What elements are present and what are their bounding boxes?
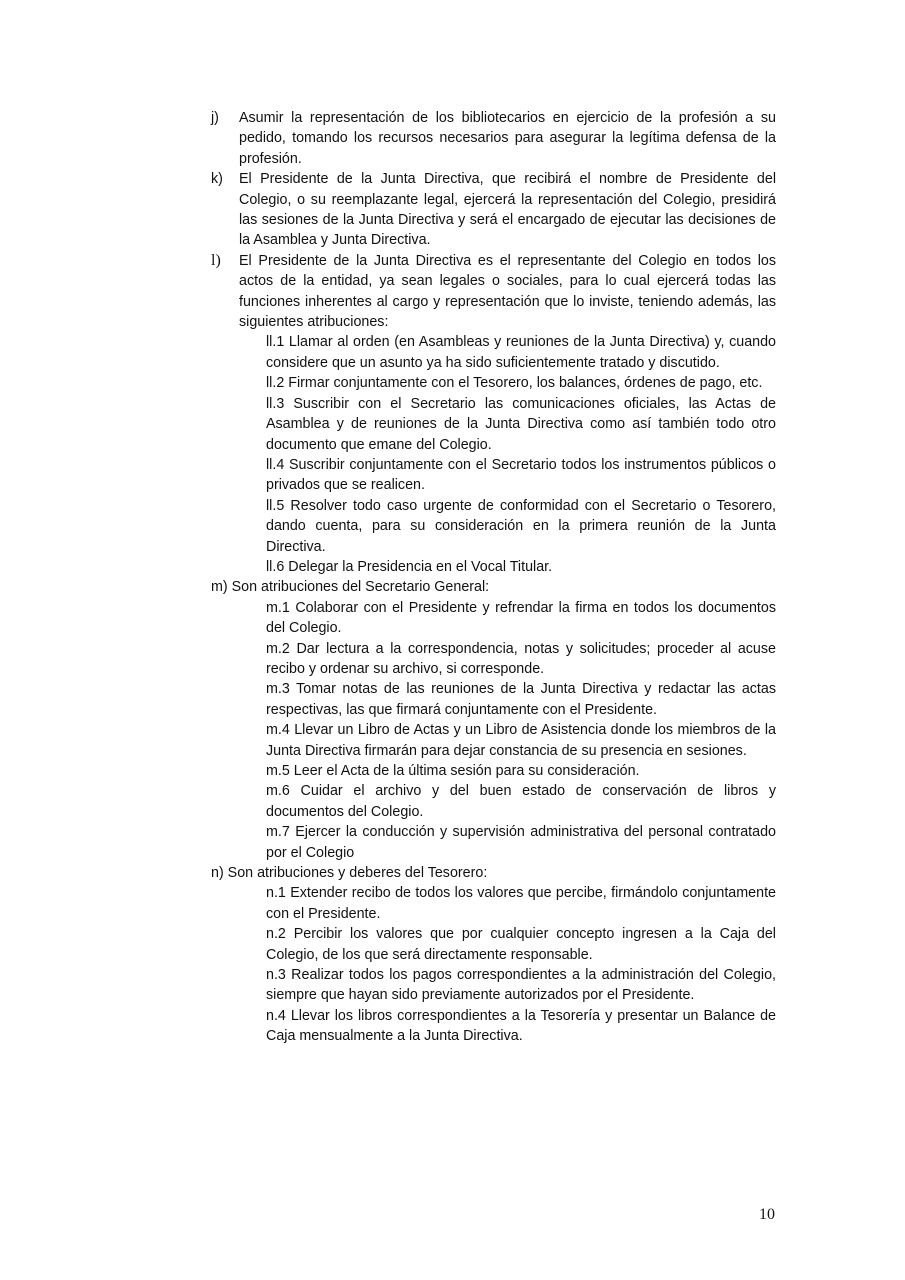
sub-item-m3: m.3 Tomar notas de las reuniones de la Junta Directiva y redactar las actas respectivas, las que firmará conjuntamente con el Presidente. bbox=[266, 681, 776, 718]
list-item-j bbox=[211, 108, 776, 169]
list-item-l bbox=[211, 251, 776, 333]
item-text: Asumir la representación de los bibliotecarios en ejercicio de la profesión a su pedido, tomando los recursos necesarios para asegurar la legítima defensa de la profesión. bbox=[239, 110, 776, 167]
section-heading-n: n) Son atribuciones y deberes del Tesorero: bbox=[211, 865, 488, 882]
sub-item-m2: m.2 Dar lectura a la correspondencia, notas y solicitudes; proceder al acuse recibo y ordenar su archivo, si corresponde. bbox=[266, 640, 776, 677]
sub-item-ll6: ll.6 Delegar la Presidencia en el Vocal Titular. bbox=[266, 558, 553, 575]
page-number: 10 bbox=[759, 1206, 775, 1223]
section-heading-m: m) Son atribuciones del Secretario General: bbox=[211, 579, 490, 596]
sub-item-n3: n.3 Realizar todos los pagos correspondientes a la administración del Colegio, siempre que hayan sido previamente autorizados por el Presidente. bbox=[266, 967, 776, 1004]
item-label: j) bbox=[211, 110, 219, 126]
item-label: l) bbox=[211, 251, 221, 269]
sub-item-m7: m.7 Ejercer la conducción y supervisión administrativa del personal contratado por el Colegio bbox=[266, 824, 776, 861]
item-text: El Presidente de la Junta Directiva es el representante del Colegio en todos los actos de la entidad, ya sean legales o sociales, para lo cual ejercerá todas las funciones inherentes al cargo y representación que lo inviste, teniendo además, las siguientes atribuciones: bbox=[239, 252, 776, 331]
document-page bbox=[211, 108, 776, 1047]
sub-item-ll1: ll.1 Llamar al orden (en Asambleas y reuniones de la Junta Directiva) y, cuando considere que un asunto ya ha sido suficientemente tratado y discutido. bbox=[266, 334, 776, 371]
sub-item-ll5: ll.5 Resolver todo caso urgente de conformidad con el Secretario o Tesorero, dando cuenta, para su consideración en la primera reunión de la Junta Directiva. bbox=[266, 497, 776, 555]
item-label: k) bbox=[211, 171, 223, 188]
sub-item-m4: m.4 Llevar un Libro de Actas y un Libro de Asistencia donde los miembros de la Junta Directiva firmarán para dejar constancia de su presencia en sesiones. bbox=[266, 722, 776, 759]
sub-item-m6: m.6 Cuidar el archivo y del buen estado de conservación de libros y documentos del Colegio. bbox=[266, 783, 776, 820]
sub-item-n1: n.1 Extender recibo de todos los valores que percibe, firmándolo conjuntamente con el Presidente. bbox=[266, 885, 776, 922]
sub-item-ll2: ll.2 Firmar conjuntamente con el Tesorero, los balances, órdenes de pago, etc. bbox=[266, 375, 763, 392]
sub-item-m5: m.5 Leer el Acta de la última sesión para su consideración. bbox=[266, 763, 640, 779]
sub-item-n2: n.2 Percibir los valores que por cualquier concepto ingresen a la Caja del Colegio, de los que será directamente responsable. bbox=[266, 926, 776, 963]
sub-item-ll3: ll.3 Suscribir con el Secretario las comunicaciones oficiales, las Actas de Asamblea y de reuniones de la Junta Directiva como así también todo otro documento que emane del Colegio. bbox=[266, 395, 776, 453]
sub-item-m1: m.1 Colaborar con el Presidente y refrendar la firma en todos los documentos del Colegio. bbox=[266, 599, 776, 637]
item-text: El Presidente de la Junta Directiva, que recibirá el nombre de Presidente del Colegio, o su reemplazante legal, ejercerá la representación del Colegio, presidirá las sesiones de la Junta Directiva y será el encargado de ejecutar las decisiones de la Asamblea y Junta Directiva. bbox=[239, 171, 776, 249]
list-item-k bbox=[211, 169, 776, 251]
sub-item-ll4: ll.4 Suscribir conjuntamente con el Secretario todos los instrumentos públicos o privados que se realicen. bbox=[266, 456, 776, 494]
sub-item-n4: n.4 Llevar los libros correspondientes a la Tesorería y presentar un Balance de Caja mensualmente a la Junta Directiva. bbox=[266, 1007, 776, 1045]
